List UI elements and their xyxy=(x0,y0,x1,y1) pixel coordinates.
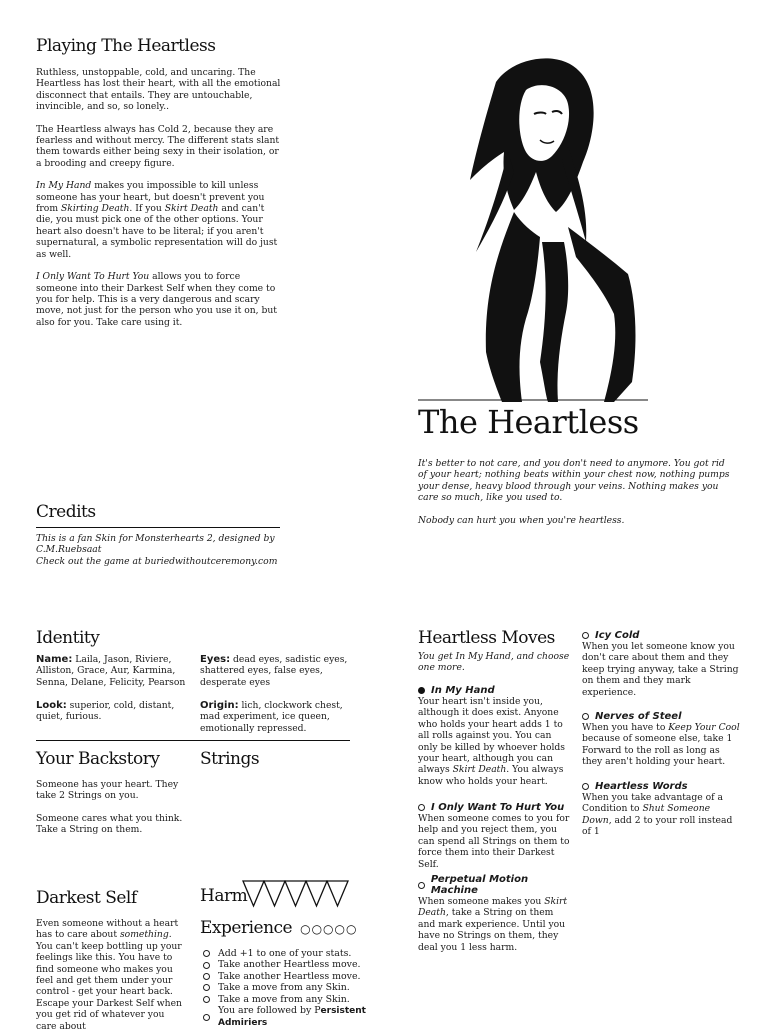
strings-title: Strings xyxy=(200,749,260,769)
playing-p3: In My Hand makes you impossible to kill unless someone has your heart, but doesn't prevent you from Skirting Death. If you Skirt Death and can't die, you must pick one of the other options. Your heart also doesn't have to be literal; if you aren't supernatural, a symbolic representation will do just as well. xyxy=(36,180,278,260)
harm-box-5[interactable] xyxy=(327,881,348,906)
harm-track xyxy=(242,880,350,908)
move-icy-cold xyxy=(582,630,742,698)
checkbox-icon[interactable] xyxy=(418,882,425,889)
move-icy-cold-text: When you let someone know you don't care about them and they keep trying anyway, take a String on them and they mark experience. xyxy=(582,641,739,698)
moves-intro: You get In My Hand, and choose one more. xyxy=(418,651,570,674)
move-nerves xyxy=(582,711,742,768)
experience-track[interactable]: ○○○○○ xyxy=(300,922,358,936)
identity-name: Name: Laila, Jason, Riviere, Alliston, Grace, Aur, Karmina, Senna, Delane, Felicity, Pearson xyxy=(36,654,186,688)
checkbox-icon[interactable] xyxy=(203,950,210,957)
moves-title: Heartless Moves xyxy=(418,628,555,648)
experience-header xyxy=(200,918,357,938)
checkbox-icon[interactable] xyxy=(582,783,589,790)
harm-title: Harm xyxy=(200,886,248,906)
playing-p1: Ruthless, unstoppable, cold, and uncaring. The Heartless has lost their heart, with all the emotional disconnect that entails. They are untouchable, invincible, and so, so lonely.. xyxy=(36,67,281,113)
move-words-title[interactable]: Heartless Words xyxy=(582,781,742,792)
harm-box-1[interactable] xyxy=(243,881,264,906)
skin-intro xyxy=(418,458,730,537)
credits-title: Credits xyxy=(36,502,96,522)
selected-dot-icon[interactable] xyxy=(418,687,425,694)
experience-item[interactable]: Add +1 to one of your stats. xyxy=(203,948,403,959)
move-perpetual-text: When someone makes you Skirt Death, take a String on them and mark experience. Until you have no Strings on them, they deal you 1 less harm. xyxy=(418,896,568,953)
skin-title: The Heartless xyxy=(418,403,639,441)
move-nerves-title[interactable]: Nerves of Steel xyxy=(582,711,742,722)
move-in-my-hand xyxy=(418,685,573,787)
move-perpetual-title[interactable]: Perpetual Motion Machine xyxy=(418,874,573,896)
backstory-text xyxy=(36,779,186,847)
backstory-title: Your Backstory xyxy=(36,749,160,769)
checkbox-icon[interactable] xyxy=(203,962,210,969)
experience-list xyxy=(203,948,403,1030)
darkest-self-text: Even someone without a heart has to care about something. You can't keep bottling up your feelings like this. You have to find someone who makes you feel and get them under your control - get your heart back. Escape your Darkest Self when you get rid of whatever you care about xyxy=(36,918,182,1032)
backstory-line2: Someone cares what you think. Take a String on them. xyxy=(36,812,183,836)
identity-divider xyxy=(36,740,350,741)
identity-eyes: Eyes: dead eyes, sadistic eyes, shattered eyes, false eyes, desperate eyes xyxy=(200,654,348,688)
checkbox-icon[interactable] xyxy=(203,984,210,991)
harm-box-3[interactable] xyxy=(285,881,306,906)
move-in-my-hand-text: Your heart isn't inside you, although it does exist. Anyone who holds your heart adds 1 to all rolls against you. You can only be killed by whoever holds your heart, although you can always Skirt Death. You always know who holds your heart. xyxy=(418,696,566,787)
darkest-self-title: Darkest Self xyxy=(36,888,137,908)
experience-item[interactable]: Take a move from any Skin. xyxy=(203,994,403,1005)
identity-origin: Origin: lich, clockwork chest, mad experiment, ice queen, emotionally repressed. xyxy=(200,700,343,734)
move-perpetual xyxy=(418,874,573,953)
checkbox-icon[interactable] xyxy=(418,804,425,811)
playing-p4: I Only Want To Hurt You allows you to force someone into their Darkest Self when they come to you for help. This is a very dangerous and scary move, not just for the person who you use it on, but also for you. Take care using it. xyxy=(36,271,277,328)
checkbox-icon[interactable] xyxy=(203,996,210,1003)
experience-item[interactable]: Take another Heartless move. xyxy=(203,959,403,970)
experience-item[interactable]: You are followed by Persistent Admiriers xyxy=(203,1005,403,1030)
checkbox-icon[interactable] xyxy=(203,1014,210,1021)
identity-look: Look: superior, cold, distant, quiet, furious. xyxy=(36,700,175,723)
heartless-portrait-illustration xyxy=(418,52,648,402)
credits-line1: This is a fan Skin for Monsterhearts 2, designed by C.M.Ruebsaat xyxy=(36,533,275,556)
harm-box-4[interactable] xyxy=(306,881,327,906)
checkbox-icon[interactable] xyxy=(582,713,589,720)
credits-text xyxy=(36,533,336,567)
checkbox-icon[interactable] xyxy=(582,632,589,639)
move-words xyxy=(582,781,742,838)
identity-title: Identity xyxy=(36,628,100,648)
intro-p1: It's better to not care, and you don't need to anymore. You got rid of your heart; nothing beats within your chest now, nothing pumps your dense, heavy blood through your veins. Nothing makes you care so much, like you used to. xyxy=(418,458,730,504)
move-nerves-text: When you have to Keep Your Cool because of someone else, take 1 Forward to the roll as long as they aren't holding your heart. xyxy=(582,722,740,768)
credits-line2: Check out the game at buriedwithoutceremony.com xyxy=(36,555,278,567)
playing-title: Playing The Heartless xyxy=(36,36,216,56)
experience-item[interactable]: Take a move from any Skin. xyxy=(203,982,403,993)
move-icy-cold-title[interactable]: Icy Cold xyxy=(582,630,742,641)
move-hurt-you-title[interactable]: I Only Want To Hurt You xyxy=(418,802,573,813)
move-in-my-hand-title[interactable]: In My Hand xyxy=(418,685,573,696)
move-hurt-you-text: When someone comes to you for help and you reject them, you can spend all Strings on them to force them into their Darkest Self. xyxy=(418,813,570,870)
playing-text xyxy=(36,67,284,339)
checkbox-icon[interactable] xyxy=(203,973,210,980)
harm-box-2[interactable] xyxy=(264,881,285,906)
intro-p2: Nobody can hurt you when you're heartless. xyxy=(418,514,625,526)
move-words-text: When you take advantage of a Condition to Shut Someone Down, add 2 to your roll instead of 1 xyxy=(582,792,733,838)
credits-divider xyxy=(36,527,280,528)
experience-item[interactable]: Take another Heartless move. xyxy=(203,971,403,982)
playing-p2: The Heartless always has Cold 2, because they are fearless and without mercy. The different stats slant them towards either being sexy in their isolation, or a brooding and creepy figure. xyxy=(36,123,280,169)
backstory-line1: Someone has your heart. They take 2 Strings on you. xyxy=(36,779,179,802)
move-hurt-you xyxy=(418,802,573,870)
experience-title: Experience xyxy=(200,918,293,938)
